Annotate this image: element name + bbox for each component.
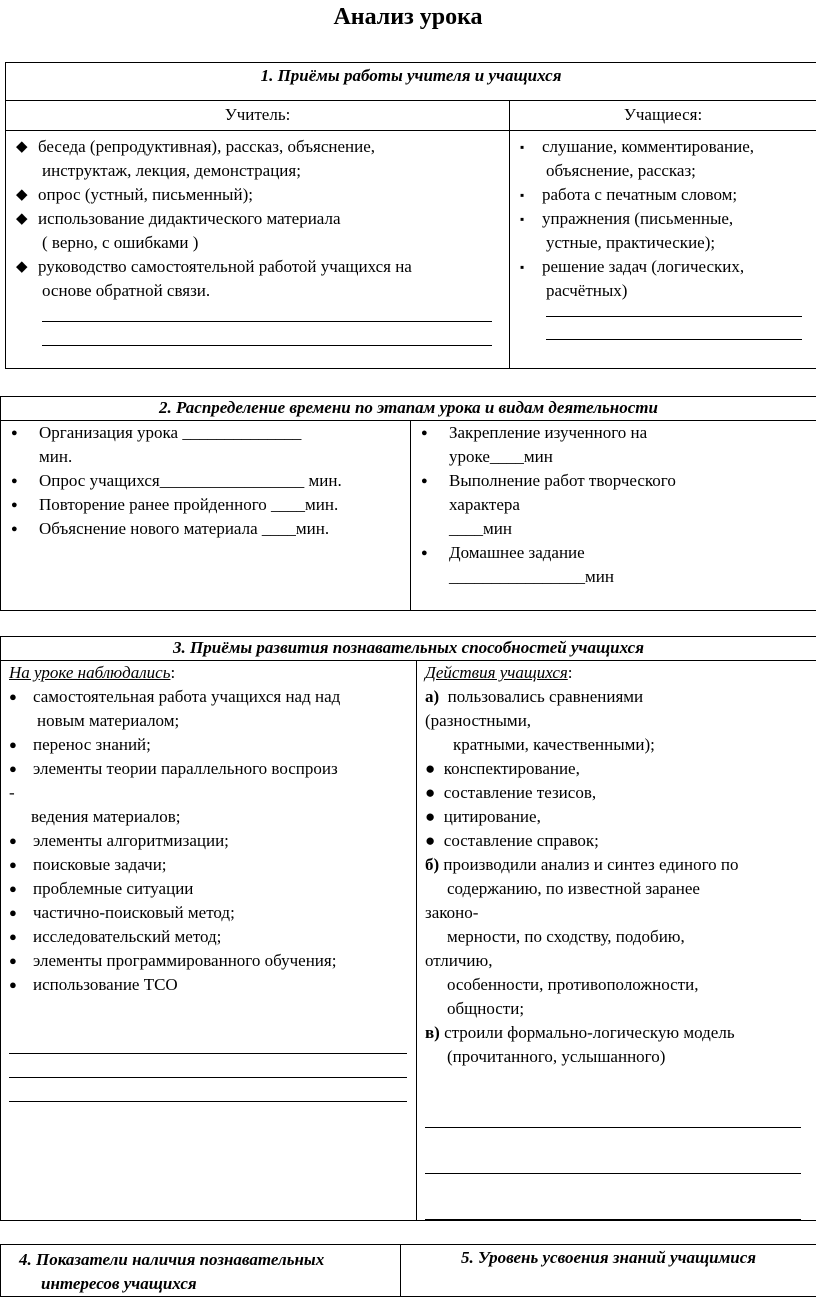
list-item — [510, 255, 816, 279]
list-item-text: строили формально-логическую модель — [440, 1023, 735, 1042]
section-1-table — [5, 62, 816, 369]
list-item-text: пользовались сравнениями — [439, 687, 643, 706]
list-item-text: Закрепление изученного на — [449, 423, 647, 442]
student-actions-cell: Действия учащихся: а) пользовались сравнениями (разностными, кратными, качественными); ● конспектирование, ● составление тезисов, ● цитирование, ● составление справок; б) производили анализ и синтез единого по содержанию, по известной заранее законо- мерности, по сходству, подобию, отличию, особенности, противоположности, общности; в) строили формально-логическую модель (прочитанного, услышанного) — [417, 661, 816, 1221]
list-item-text: исследовательский метод; — [33, 927, 221, 946]
list-item — [6, 135, 509, 159]
list-item-text: упражнения (письменные, — [542, 209, 733, 228]
bullet-icon: ● — [11, 421, 18, 445]
list-item — [417, 925, 816, 949]
list-item — [1, 709, 416, 733]
time-distribution-left — [1, 421, 411, 611]
list-item-text: перенос знаний; — [33, 735, 151, 754]
list-item-text: ● цитирование, — [425, 807, 541, 826]
list-item-text: особенности, противоположности, — [447, 975, 698, 994]
list-item — [6, 159, 509, 183]
blank-line — [42, 345, 492, 346]
list-item-text: Объяснение нового материала ____мин. — [39, 519, 329, 538]
list-item-text: Выполнение работ творческого — [449, 471, 676, 490]
item-marker: а) — [425, 687, 439, 706]
section-2-table — [0, 396, 816, 611]
list-item — [417, 733, 816, 757]
list-item — [411, 421, 816, 445]
students-methods-cell — [510, 131, 816, 369]
list-item-text: ____мин — [449, 519, 512, 538]
section-4-5-table — [0, 1244, 816, 1297]
bullet-icon: ● — [9, 733, 17, 757]
list-item-text: основе обратной связи. — [38, 281, 210, 300]
blank-line — [425, 1219, 801, 1220]
bullet-icon: ● — [9, 925, 17, 949]
list-item-text: ведения материалов; — [31, 807, 180, 826]
list-item-text: - — [9, 783, 15, 802]
bullet-icon: ▪ — [520, 207, 524, 231]
bullet-icon: ● — [11, 469, 18, 493]
list-item — [417, 853, 816, 877]
list-item-text: объяснение, рассказ; — [542, 161, 696, 180]
list-item — [6, 183, 509, 207]
list-item — [411, 493, 816, 517]
list-item — [1, 781, 416, 805]
page-title: Анализ урока — [0, 4, 816, 31]
list-item — [417, 805, 816, 829]
list-item — [1, 421, 410, 445]
list-item-text: Опрос учащихся_________________ мин. — [39, 471, 342, 490]
list-item-text: ● составление справок; — [425, 831, 599, 850]
bullet-icon: ◆ — [16, 135, 28, 159]
list-item — [1, 469, 410, 493]
bullet-icon: ● — [421, 541, 428, 565]
list-item — [417, 685, 816, 709]
list-item-text: Повторение ранее пройденного ____мин. — [39, 495, 338, 514]
bullet-icon: ● — [9, 949, 17, 973]
blank-line — [42, 321, 492, 322]
bullet-icon: ● — [9, 901, 17, 925]
list-item-text: проблемные ситуации — [33, 879, 193, 898]
list-item-text: самостоятельная работа учащихся над над — [33, 687, 340, 706]
bullet-icon: ◆ — [16, 183, 28, 207]
list-item — [510, 231, 816, 255]
blank-line — [546, 339, 802, 340]
list-item-text: решение задач (логических, — [542, 257, 744, 276]
time-distribution-right — [411, 421, 816, 611]
bullet-icon: ● — [9, 853, 17, 877]
list-item — [417, 877, 816, 901]
list-item-text: законо- — [425, 903, 478, 922]
list-item — [1, 733, 416, 757]
item-marker: в) — [425, 1023, 440, 1042]
bullet-icon: ● — [9, 973, 17, 997]
list-item — [417, 1021, 816, 1045]
list-item-text: отличию, — [425, 951, 492, 970]
list-item-text: элементы алгоритмизации; — [33, 831, 229, 850]
list-item-text: (разностными, — [425, 711, 531, 730]
list-item — [510, 135, 816, 159]
list-item-text: работа с печатным словом; — [542, 185, 737, 204]
bullet-icon: ● — [9, 685, 17, 709]
bullet-icon: ● — [9, 829, 17, 853]
list-item — [1, 949, 416, 973]
list-item-text: ● составление тезисов, — [425, 783, 596, 802]
list-item — [1, 877, 416, 901]
section-1-title: 1. Приёмы работы учителя и учащихся — [6, 63, 816, 101]
list-item — [1, 685, 416, 709]
bullet-icon: ◆ — [16, 207, 28, 231]
list-item — [1, 853, 416, 877]
list-item — [6, 279, 509, 303]
list-item — [510, 279, 816, 303]
list-item-text: Организация урока ______________ — [39, 423, 301, 442]
list-item — [6, 207, 509, 231]
list-item — [510, 207, 816, 231]
list-item — [1, 493, 410, 517]
list-item — [411, 517, 816, 541]
list-item-text: слушание, комментирование, — [542, 137, 754, 156]
item-marker: б) — [425, 855, 439, 874]
list-item-text: Домашнее задание — [449, 543, 585, 562]
bullet-icon: ● — [421, 421, 428, 445]
section-3-title: 3. Приёмы развития познавательных способностей учащихся — [1, 637, 816, 661]
students-column-header: Учащиеся: — [510, 101, 816, 131]
section-2-title: 2. Распределение времени по этапам урока и видам деятельности — [1, 397, 816, 421]
list-item — [417, 1045, 816, 1069]
list-item-text: частично-поисковый метод; — [33, 903, 235, 922]
list-item — [417, 949, 816, 973]
bullet-icon: ● — [9, 757, 17, 781]
list-item-text: ________________мин — [449, 567, 614, 586]
list-item-text: (прочитанного, услышанного) — [447, 1047, 665, 1066]
list-item — [1, 445, 410, 469]
list-item — [411, 469, 816, 493]
list-item-text: содержанию, по известной заранее — [447, 879, 700, 898]
list-item — [1, 829, 416, 853]
list-item — [411, 565, 816, 589]
list-item — [417, 973, 816, 997]
list-item — [6, 255, 509, 279]
observed-methods-cell: На уроке наблюдались: ● самостоятельная работа учащихся над над новым материалом; ● перенос знаний; ● элементы теории параллельного воспроиз - ведения материалов; ● элементы алгоритмизации; ● поисковые задачи; ● проблемные ситуации ● частично-поисковый метод; ● исследовательский метод; ● элементы программированного обучения; ● использование ТСО — [1, 661, 417, 1221]
blank-line — [9, 1053, 407, 1054]
teacher-methods-cell — [6, 131, 510, 369]
list-item — [510, 159, 816, 183]
section-4-title: 4. Показатели наличия познавательных интересов учащихся — [1, 1245, 401, 1297]
list-item — [417, 997, 816, 1021]
list-item-text: общности; — [447, 999, 524, 1018]
list-item-text: кратными, качественными); — [453, 735, 655, 754]
bullet-icon: ◆ — [16, 255, 28, 279]
bullet-icon: ▪ — [520, 135, 524, 159]
list-item-text: новым материалом; — [37, 711, 179, 730]
list-item — [411, 445, 816, 469]
bullet-icon: ● — [421, 469, 428, 493]
list-item-text: ( верно, с ошибками ) — [38, 233, 198, 252]
list-item-text: элементы теории параллельного воспроиз — [33, 759, 338, 778]
list-item — [417, 781, 816, 805]
blank-line — [9, 1101, 407, 1102]
list-item-text: мерности, по сходству, подобию, — [447, 927, 685, 946]
list-item-text: производили анализ и синтез единого по — [439, 855, 738, 874]
bullet-icon: ● — [11, 493, 18, 517]
list-item — [1, 901, 416, 925]
blank-line — [425, 1173, 801, 1174]
list-item-text: беседа (репродуктивная), рассказ, объяснение, — [38, 137, 375, 156]
section-5-title: 5. Уровень усвоения знаний учащимися — [401, 1245, 816, 1297]
list-item — [417, 829, 816, 853]
list-item — [417, 709, 816, 733]
list-item — [1, 925, 416, 949]
list-item-text: инструктаж, лекция, демонстрация; — [38, 161, 301, 180]
list-item — [417, 901, 816, 925]
list-item — [411, 541, 816, 565]
list-item-text: расчётных) — [542, 281, 627, 300]
list-item-text: мин. — [39, 447, 72, 466]
list-item-text: устные, практические); — [542, 233, 715, 252]
bullet-icon: ▪ — [520, 183, 524, 207]
list-item-text: элементы программированного обучения; — [33, 951, 336, 970]
list-item — [417, 757, 816, 781]
list-item-text: опрос (устный, письменный); — [38, 185, 253, 204]
bullet-icon: ● — [11, 517, 18, 541]
list-item-text: руководство самостоятельной работой учащихся на — [38, 257, 412, 276]
list-item — [6, 231, 509, 255]
list-item-text: характера — [449, 495, 520, 514]
list-item-text: поисковые задачи; — [33, 855, 167, 874]
actions-heading: Действия учащихся — [425, 663, 568, 682]
section-3-table — [0, 636, 816, 1221]
list-item — [1, 973, 416, 997]
list-item — [1, 517, 410, 541]
bullet-icon: ● — [9, 877, 17, 901]
blank-line — [425, 1127, 801, 1128]
blank-line — [546, 316, 802, 317]
list-item-text: использование дидактического материала — [38, 209, 341, 228]
list-item-text: уроке____мин — [449, 447, 553, 466]
teacher-column-header: Учитель: — [6, 101, 510, 131]
observed-heading: На уроке наблюдались — [9, 663, 170, 682]
blank-line — [9, 1077, 407, 1078]
list-item — [510, 183, 816, 207]
list-item-text: ● конспектирование, — [425, 759, 580, 778]
list-item — [1, 805, 416, 829]
list-item-text: использование ТСО — [33, 975, 178, 994]
list-item — [1, 757, 416, 781]
bullet-icon: ▪ — [520, 255, 524, 279]
